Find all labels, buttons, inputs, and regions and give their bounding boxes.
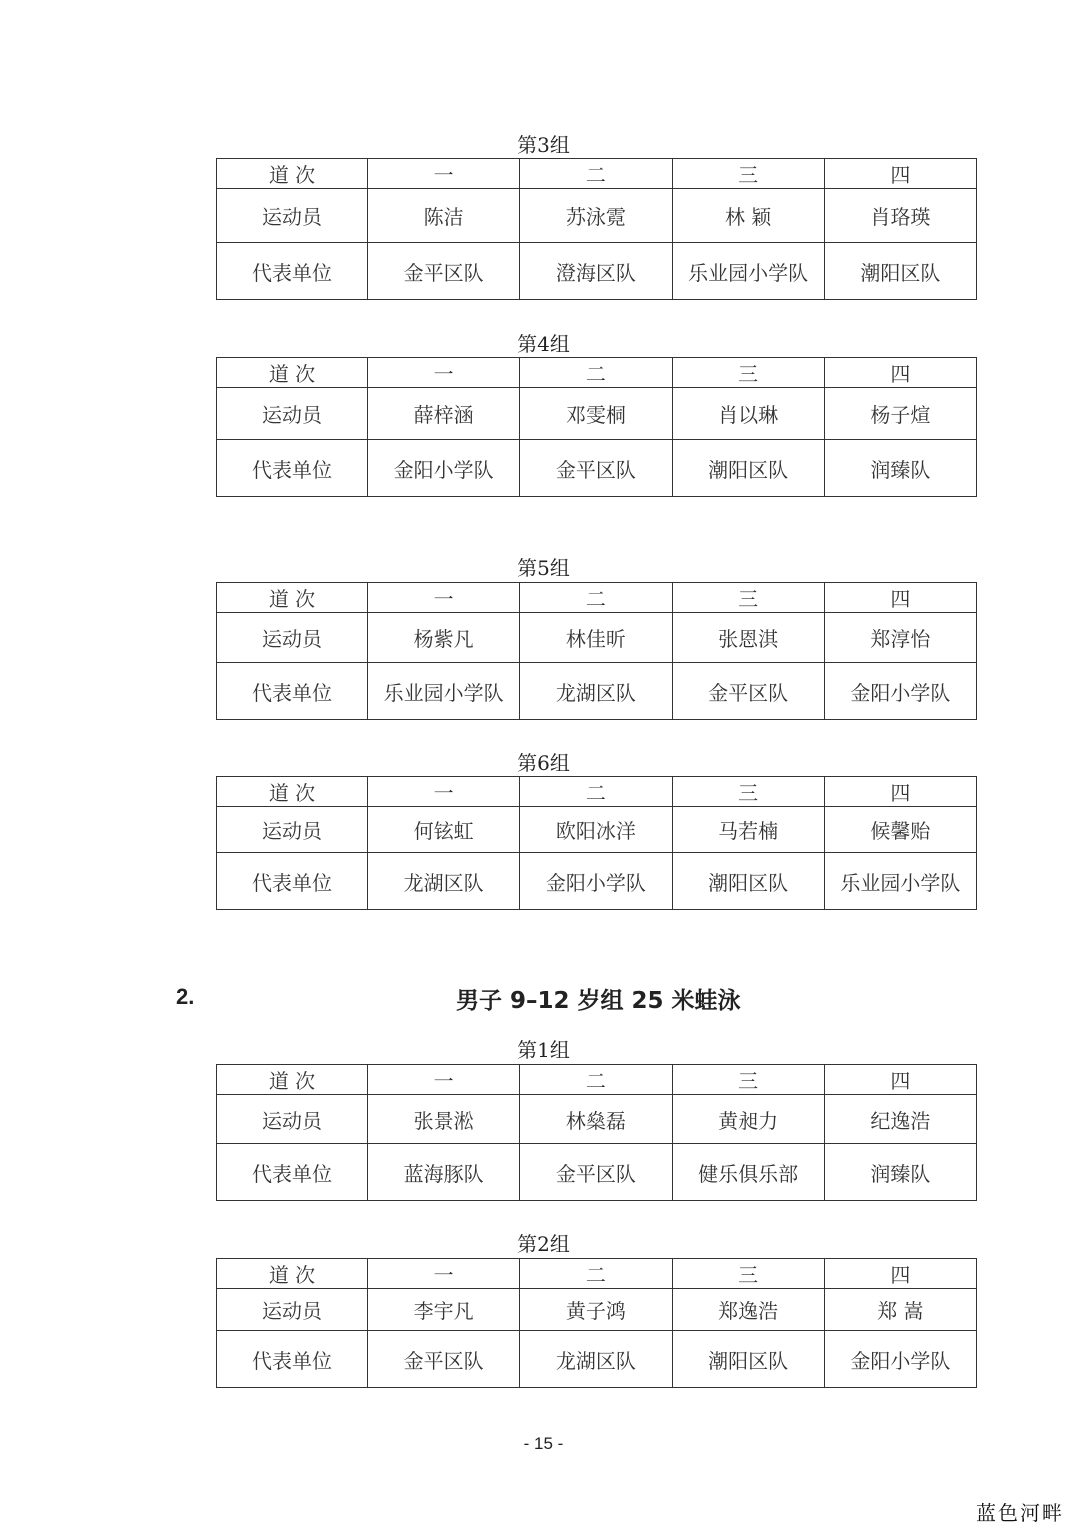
unit-cell: 金平区队 — [672, 663, 824, 720]
athlete-row — [217, 807, 977, 853]
lane-cell: 一 — [368, 1065, 520, 1095]
lane-cell: 三 — [672, 1065, 824, 1095]
heat-title: 第4组 — [517, 332, 570, 356]
athlete-cell: 杨子煊 — [824, 388, 976, 440]
unit-cell: 澄海区队 — [520, 243, 672, 300]
lane-cell: 二 — [520, 1065, 672, 1095]
lane-cell: 四 — [824, 1065, 976, 1095]
lane-row — [217, 159, 977, 189]
athlete-cell: 候馨贻 — [824, 807, 976, 853]
heat-table — [216, 582, 977, 720]
heat-title: 第3组 — [517, 133, 570, 157]
row-label: 代表单位 — [217, 440, 368, 497]
row-label: 运动员 — [217, 613, 368, 663]
row-label: 运动员 — [217, 388, 368, 440]
heat-title: 第5组 — [517, 556, 570, 580]
athlete-cell: 陈洁 — [368, 189, 520, 243]
heat-table — [216, 357, 977, 497]
lane-row — [217, 777, 977, 807]
unit-cell: 金阳小学队 — [824, 663, 976, 720]
unit-cell: 龙湖区队 — [520, 663, 672, 720]
section-title: 男子 9–12 岁组 25 米蛙泳 — [456, 988, 741, 1014]
athlete-row — [217, 189, 977, 243]
row-label: 运动员 — [217, 807, 368, 853]
row-label: 道 次 — [217, 1065, 368, 1095]
unit-row — [217, 1331, 977, 1388]
athlete-cell: 何铉虹 — [368, 807, 520, 853]
lane-cell: 一 — [368, 159, 520, 189]
athlete-cell: 郑逸浩 — [672, 1289, 824, 1331]
athlete-cell: 马若楠 — [672, 807, 824, 853]
lane-cell: 三 — [672, 159, 824, 189]
athlete-row — [217, 1095, 977, 1144]
unit-cell: 润臻队 — [824, 440, 976, 497]
unit-cell: 乐业园小学队 — [672, 243, 824, 300]
row-label: 道 次 — [217, 583, 368, 613]
lane-cell: 一 — [368, 358, 520, 388]
athlete-cell: 郑 嵩 — [824, 1289, 976, 1331]
athlete-row — [217, 1289, 977, 1331]
row-label: 运动员 — [217, 1095, 368, 1144]
athlete-cell: 肖珞瑛 — [824, 189, 976, 243]
unit-row — [217, 663, 977, 720]
heat-title: 第6组 — [517, 751, 570, 775]
heat-table — [216, 1064, 977, 1201]
unit-cell: 金阳小学队 — [368, 440, 520, 497]
athlete-cell: 林 颖 — [672, 189, 824, 243]
heat-table — [216, 158, 977, 300]
lane-cell: 三 — [672, 358, 824, 388]
unit-cell: 龙湖区队 — [368, 853, 520, 910]
lane-cell: 三 — [672, 777, 824, 807]
row-label: 代表单位 — [217, 1331, 368, 1388]
row-label: 运动员 — [217, 189, 368, 243]
unit-cell: 金平区队 — [520, 440, 672, 497]
row-label: 代表单位 — [217, 243, 368, 300]
lane-cell: 二 — [520, 1259, 672, 1289]
athlete-cell: 黄子鸿 — [520, 1289, 672, 1331]
row-label: 道 次 — [217, 1259, 368, 1289]
athlete-cell: 林佳昕 — [520, 613, 672, 663]
unit-cell: 蓝海豚队 — [368, 1144, 520, 1201]
athlete-cell: 郑淳怡 — [824, 613, 976, 663]
lane-cell: 四 — [824, 159, 976, 189]
heat-table — [216, 1258, 977, 1388]
row-label: 代表单位 — [217, 853, 368, 910]
lane-cell: 四 — [824, 358, 976, 388]
lane-row — [217, 1259, 977, 1289]
unit-cell: 金平区队 — [368, 1331, 520, 1388]
heat-title: 第1组 — [517, 1038, 570, 1062]
lane-cell: 四 — [824, 1259, 976, 1289]
unit-cell: 潮阳区队 — [672, 853, 824, 910]
athlete-cell: 林燊磊 — [520, 1095, 672, 1144]
athlete-cell: 张恩淇 — [672, 613, 824, 663]
athlete-cell: 肖以琳 — [672, 388, 824, 440]
row-label: 道 次 — [217, 159, 368, 189]
row-label: 道 次 — [217, 358, 368, 388]
unit-cell: 潮阳区队 — [672, 440, 824, 497]
athlete-cell: 薛梓涵 — [368, 388, 520, 440]
unit-cell: 健乐俱乐部 — [672, 1144, 824, 1201]
row-label: 道 次 — [217, 777, 368, 807]
heat-table — [216, 776, 977, 910]
unit-row — [217, 853, 977, 910]
row-label: 运动员 — [217, 1289, 368, 1331]
lane-cell: 三 — [672, 1259, 824, 1289]
lane-cell: 二 — [520, 159, 672, 189]
unit-cell: 龙湖区队 — [520, 1331, 672, 1388]
lane-cell: 四 — [824, 583, 976, 613]
athlete-cell: 李宇凡 — [368, 1289, 520, 1331]
unit-cell: 乐业园小学队 — [368, 663, 520, 720]
lane-cell: 一 — [368, 777, 520, 807]
athlete-row — [217, 388, 977, 440]
lane-cell: 一 — [368, 583, 520, 613]
lane-row — [217, 1065, 977, 1095]
unit-cell: 润臻队 — [824, 1144, 976, 1201]
unit-cell: 金阳小学队 — [824, 1331, 976, 1388]
athlete-cell: 黄昶力 — [672, 1095, 824, 1144]
unit-cell: 金平区队 — [368, 243, 520, 300]
lane-cell: 三 — [672, 583, 824, 613]
lane-cell: 二 — [520, 358, 672, 388]
unit-cell: 金平区队 — [520, 1144, 672, 1201]
athlete-cell: 杨紫凡 — [368, 613, 520, 663]
athlete-row — [217, 613, 977, 663]
athlete-cell: 苏泳霓 — [520, 189, 672, 243]
unit-cell: 金阳小学队 — [520, 853, 672, 910]
unit-cell: 潮阳区队 — [672, 1331, 824, 1388]
athlete-cell: 张景淞 — [368, 1095, 520, 1144]
page-number: - 15 - — [523, 1434, 564, 1453]
row-label: 代表单位 — [217, 1144, 368, 1201]
unit-cell: 乐业园小学队 — [824, 853, 976, 910]
section-number: 2. — [176, 984, 195, 1009]
lane-row — [217, 358, 977, 388]
unit-row — [217, 440, 977, 497]
athlete-cell: 邓雯桐 — [520, 388, 672, 440]
lane-cell: 一 — [368, 1259, 520, 1289]
watermark: 蓝色河畔 — [976, 1501, 1064, 1525]
unit-cell: 潮阳区队 — [824, 243, 976, 300]
lane-cell: 二 — [520, 583, 672, 613]
athlete-cell: 纪逸浩 — [824, 1095, 976, 1144]
row-label: 代表单位 — [217, 663, 368, 720]
athlete-cell: 欧阳冰洋 — [520, 807, 672, 853]
heat-title: 第2组 — [517, 1232, 570, 1256]
lane-cell: 四 — [824, 777, 976, 807]
lane-row — [217, 583, 977, 613]
unit-row — [217, 1144, 977, 1201]
unit-row — [217, 243, 977, 300]
lane-cell: 二 — [520, 777, 672, 807]
